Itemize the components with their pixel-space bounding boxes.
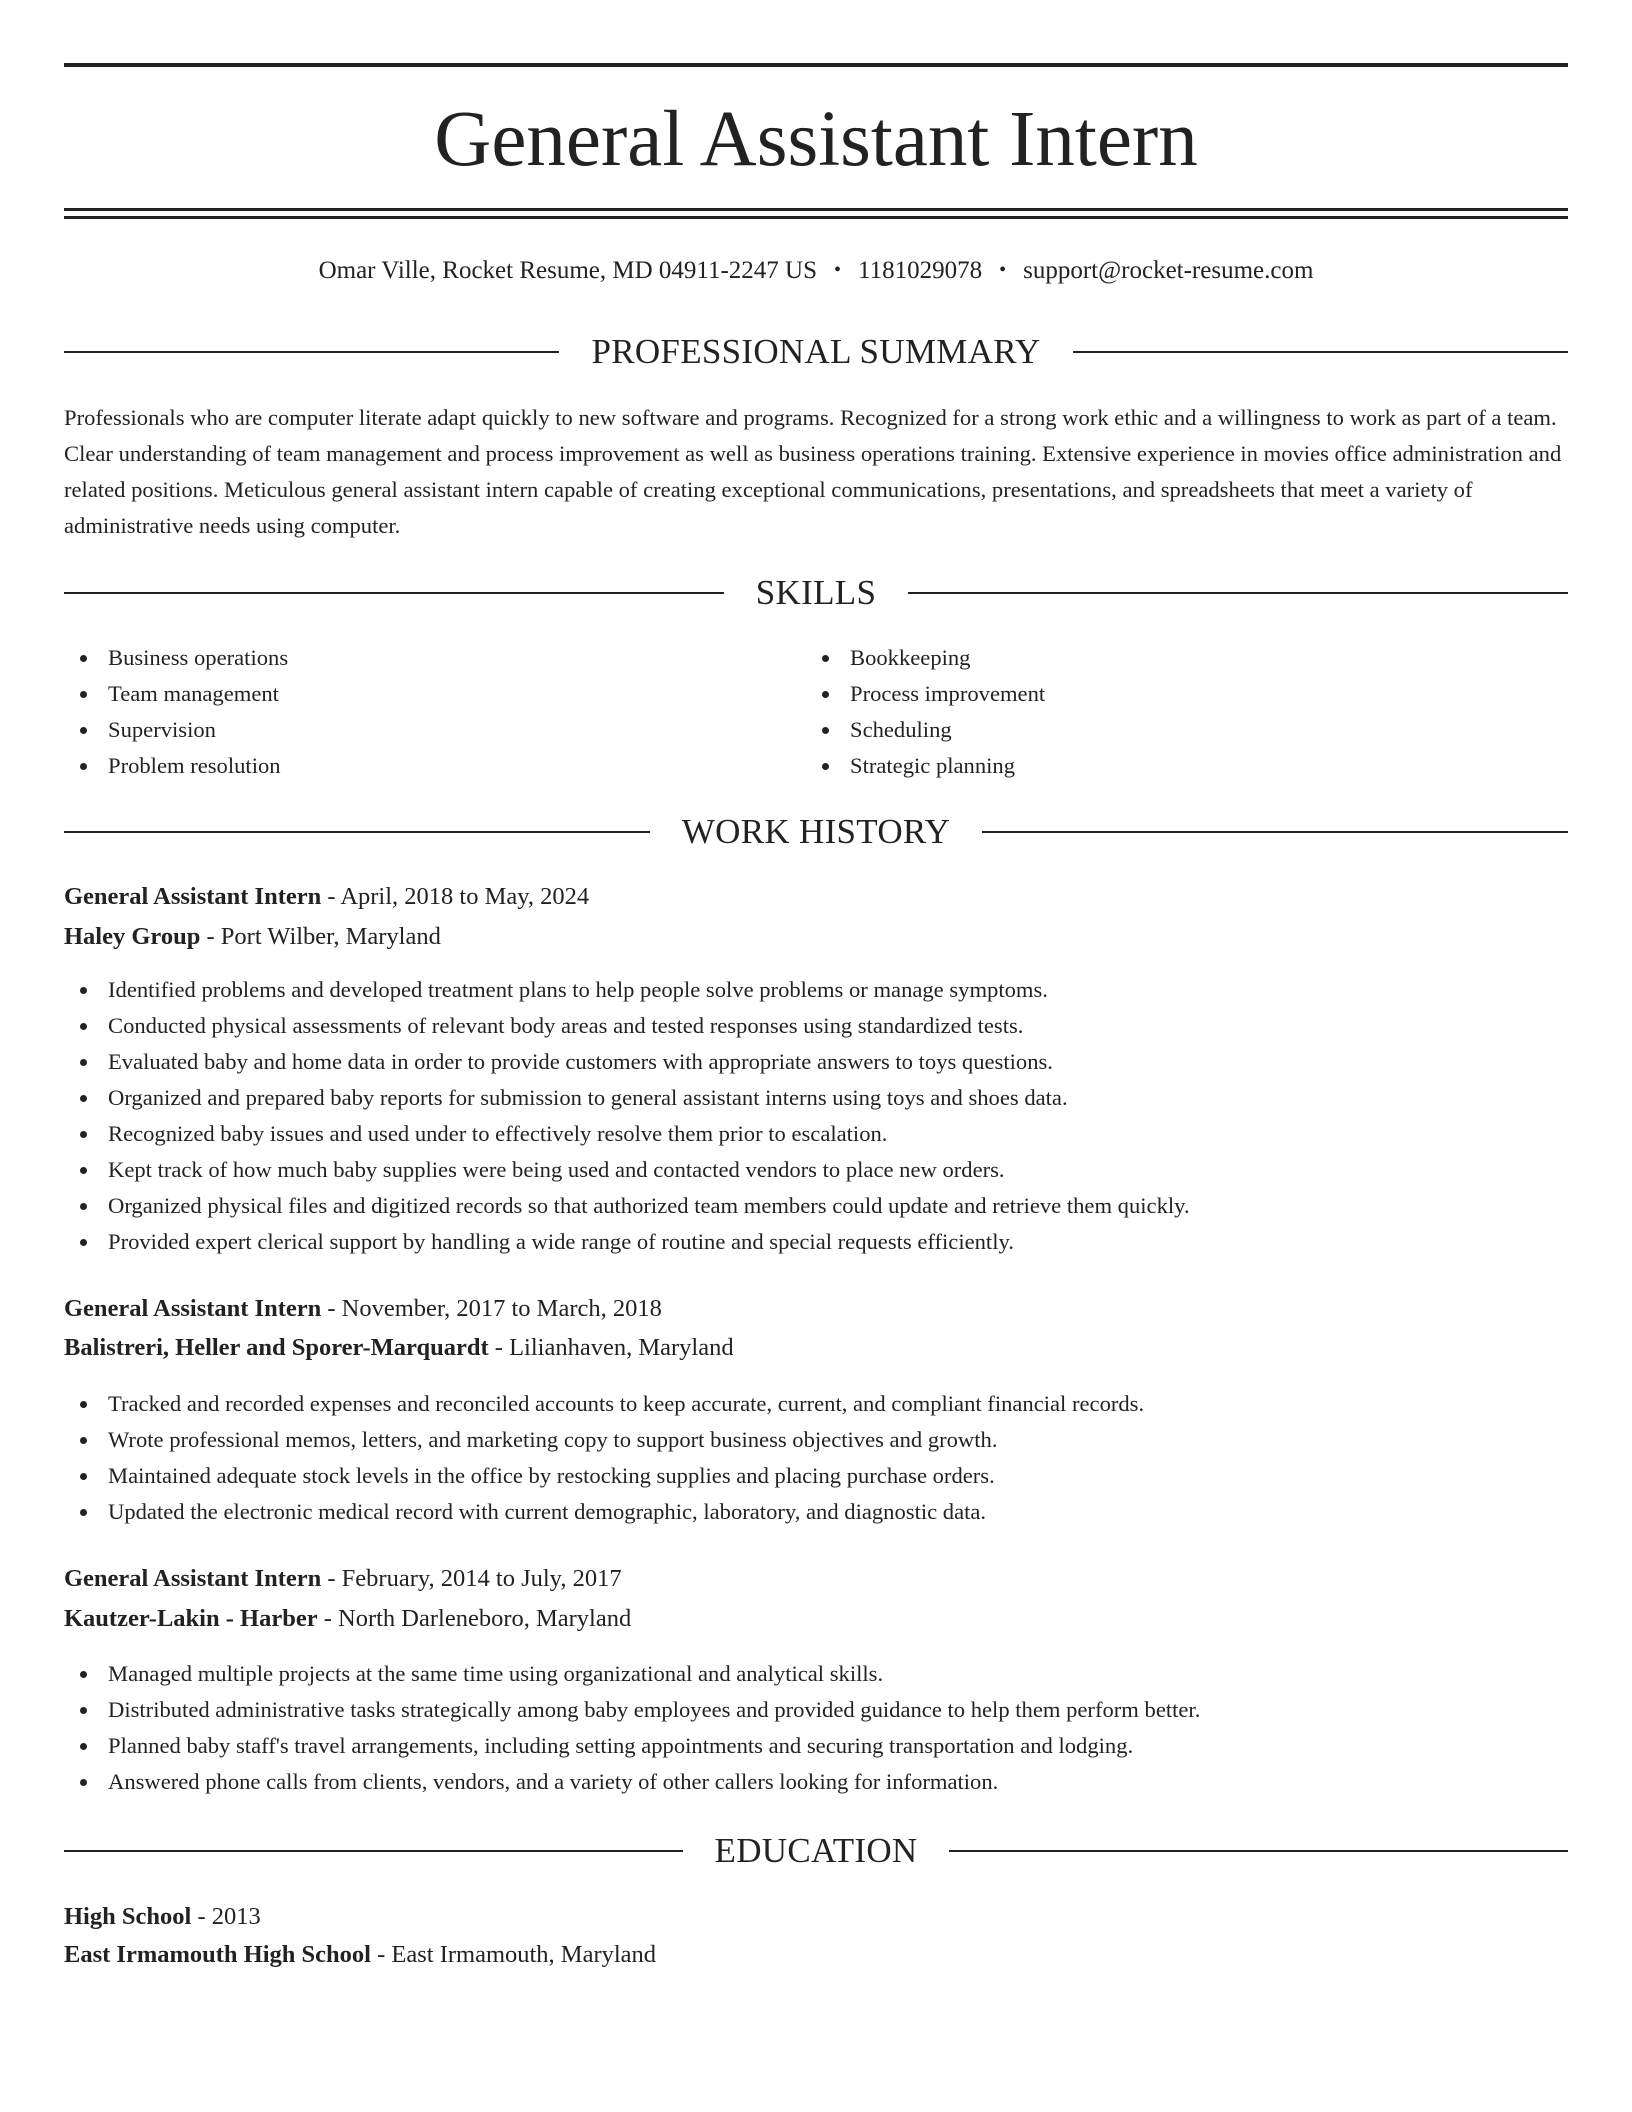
job-duty: Answered phone calls from clients, vendors, and a variety of other callers looking for information. <box>64 1764 1200 1800</box>
job-duty: Identified problems and developed treatment plans to help people solve problems or manage symptoms. <box>64 972 1190 1008</box>
job-duty: Distributed administrative tasks strategically among baby employees and provided guidance to help them perform better. <box>64 1692 1200 1728</box>
divider <box>908 592 1568 594</box>
dash: - <box>370 1941 392 1968</box>
job-duty: Updated the electronic medical record with current demographic, laboratory, and diagnostic data. <box>64 1494 1144 1530</box>
header-top-rule <box>64 63 1568 67</box>
section-heading-skills <box>64 571 1568 615</box>
skill-item: Process improvement <box>806 676 1045 712</box>
contact-separator: • <box>834 259 842 281</box>
skill-item: Scheduling <box>806 712 1045 748</box>
job-location: North Darleneboro, Maryland <box>338 1605 632 1632</box>
job-company: Balistreri, Heller and Sporer-Marquardt <box>64 1334 489 1361</box>
job-title-line <box>64 879 589 915</box>
job-duty: Conducted physical assessments of relevant body areas and tested responses using standardized tests. <box>64 1008 1190 1044</box>
skills-list-left <box>64 640 288 784</box>
job-title: General Assistant Intern <box>64 1295 322 1322</box>
job-duty: Organized and prepared baby reports for submission to general assistant interns using toys and shoes data. <box>64 1080 1190 1116</box>
page-title: General Assistant Intern <box>434 96 1198 183</box>
divider <box>982 831 1568 833</box>
dash: - <box>317 1605 338 1632</box>
job-company: Haley Group <box>64 923 201 950</box>
job-company: Kautzer-Lakin - Harber <box>64 1605 318 1632</box>
contact-email: support@rocket-resume.com <box>1023 257 1314 284</box>
job-duty: Provided expert clerical support by handling a wide range of routine and special requests efficiently. <box>64 1224 1190 1260</box>
job-dates: November, 2017 to March, 2018 <box>341 1295 662 1322</box>
job-duty: Wrote professional memos, letters, and marketing copy to support business objectives and growth. <box>64 1422 1144 1458</box>
contact-separator: • <box>999 259 1007 281</box>
contact-phone: 1181029078 <box>858 257 983 284</box>
job-title-line <box>64 1561 622 1597</box>
job-title: General Assistant Intern <box>64 1565 322 1592</box>
job-company-line <box>64 1330 734 1366</box>
contact-line <box>64 253 1568 290</box>
job-duty: Recognized baby issues and used under to effectively resolve them prior to escalation. <box>64 1116 1190 1152</box>
skill-item: Problem resolution <box>64 748 288 784</box>
job-duties-list <box>64 1386 1144 1530</box>
education-location: East Irmamouth, Maryland <box>391 1941 657 1968</box>
job-duty: Evaluated baby and home data in order to provide customers with appropriate answers to toys questions. <box>64 1044 1190 1080</box>
job-duty: Maintained adequate stock levels in the office by restocking supplies and placing purchase orders. <box>64 1458 1144 1494</box>
job-duties-list <box>64 972 1190 1260</box>
dash: - <box>191 1903 212 1930</box>
skill-item: Business operations <box>64 640 288 676</box>
dash: - <box>200 923 221 950</box>
skill-item: Strategic planning <box>806 748 1045 784</box>
section-heading-education <box>64 1829 1568 1873</box>
summary-text: Professionals who are computer literate adapt quickly to new software and programs. Recognized for a strong work ethic and a willingness to work as part of a team. Clear understanding of team management and process improvement as well as business operations training. Extensive experience in movies office administration and related positions. Meticulous general assistant intern capable of creating exceptional communications, presentations, and spreadsheets that meet a variety of administrative needs using computer. <box>64 405 1562 538</box>
education-degree-line <box>64 1899 261 1935</box>
section-title: PROFESSIONAL SUMMARY <box>591 332 1041 371</box>
dash: - <box>321 883 341 910</box>
header-double-rule-lower <box>64 216 1568 219</box>
section-title: SKILLS <box>755 573 877 612</box>
education-school-line <box>64 1937 656 1973</box>
job-dates: February, 2014 to July, 2017 <box>341 1565 622 1592</box>
job-duty: Organized physical files and digitized records so that authorized team members could update and retrieve them quickly. <box>64 1188 1190 1224</box>
education-year: 2013 <box>211 1903 261 1930</box>
job-location: Lilianhaven, Maryland <box>509 1334 734 1361</box>
skill-item: Supervision <box>64 712 288 748</box>
section-heading-summary <box>64 330 1568 374</box>
job-duty: Kept track of how much baby supplies were being used and contacted vendors to place new orders. <box>64 1152 1190 1188</box>
education-school: East Irmamouth High School <box>64 1941 371 1968</box>
section-title: EDUCATION <box>714 1831 918 1870</box>
section-title: WORK HISTORY <box>681 812 951 851</box>
divider <box>64 351 559 353</box>
section-heading-work-history <box>64 810 1568 854</box>
dash: - <box>488 1334 510 1361</box>
job-company-line <box>64 1601 631 1637</box>
job-title: General Assistant Intern <box>64 883 322 910</box>
dash: - <box>321 1295 342 1322</box>
skill-item: Team management <box>64 676 288 712</box>
divider <box>64 1850 683 1852</box>
skills-list-right <box>806 640 1045 784</box>
job-duties-list <box>64 1656 1200 1800</box>
header-double-rule-upper <box>64 208 1568 211</box>
skill-item: Bookkeeping <box>806 640 1045 676</box>
job-company-line <box>64 919 441 955</box>
job-location: Port Wilber, Maryland <box>220 923 441 950</box>
dash: - <box>321 1565 342 1592</box>
job-duty: Tracked and recorded expenses and reconciled accounts to keep accurate, current, and compliant financial records. <box>64 1386 1144 1422</box>
contact-address: Omar Ville, Rocket Resume, MD 04911-2247 US <box>318 257 818 284</box>
job-duty: Planned baby staff's travel arrangements, including setting appointments and securing transportation and lodging. <box>64 1728 1200 1764</box>
job-title-line <box>64 1291 662 1327</box>
divider <box>949 1850 1568 1852</box>
divider <box>1073 351 1568 353</box>
job-dates: April, 2018 to May, 2024 <box>340 883 590 910</box>
job-duty: Managed multiple projects at the same time using organizational and analytical skills. <box>64 1656 1200 1692</box>
divider <box>64 831 650 833</box>
divider <box>64 592 724 594</box>
education-degree: High School <box>64 1903 192 1930</box>
